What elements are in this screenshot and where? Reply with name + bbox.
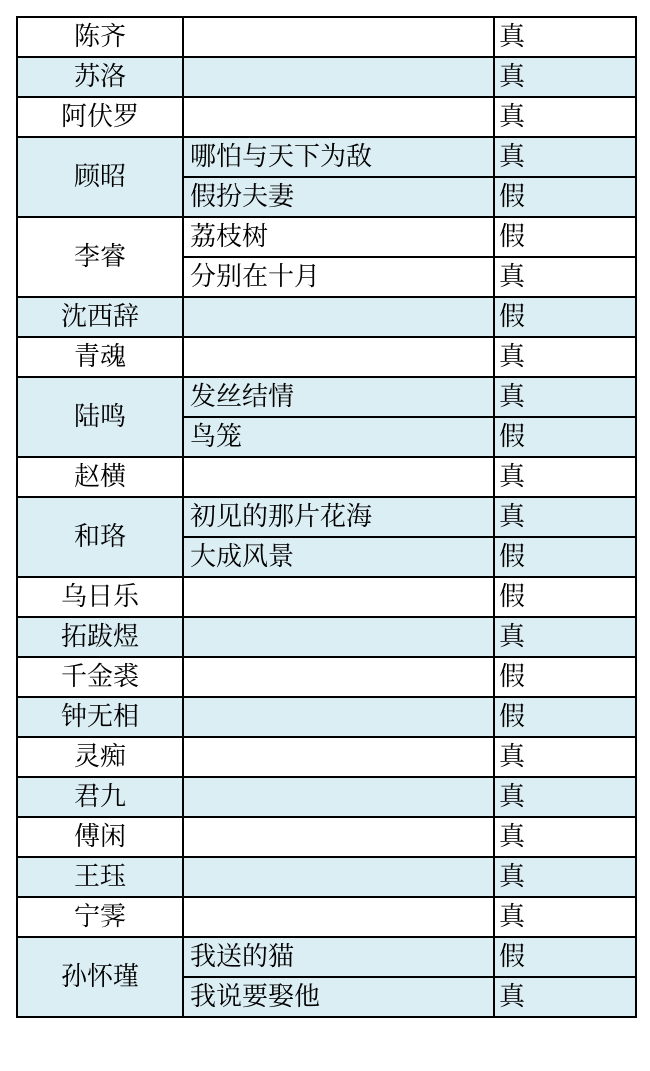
event-cell: 荔枝树 [183, 217, 494, 257]
event-cell [183, 697, 494, 737]
character-name: 李睿 [17, 217, 183, 297]
event-cell [183, 17, 494, 57]
answer-table-container [16, 16, 637, 1018]
table-row [17, 817, 636, 857]
truth-value: 假 [494, 937, 636, 977]
truth-value: 假 [494, 217, 636, 257]
truth-value: 真 [494, 897, 636, 937]
character-name: 沈西辞 [17, 297, 183, 337]
event-cell [183, 617, 494, 657]
table-row [17, 17, 636, 57]
character-name: 赵横 [17, 457, 183, 497]
event-cell [183, 337, 494, 377]
truth-value: 假 [494, 657, 636, 697]
event-cell [183, 97, 494, 137]
truth-value: 真 [494, 817, 636, 857]
event-cell [183, 457, 494, 497]
truth-value: 真 [494, 497, 636, 537]
character-name: 灵痴 [17, 737, 183, 777]
character-name: 君九 [17, 777, 183, 817]
truth-value: 假 [494, 697, 636, 737]
character-name: 青魂 [17, 337, 183, 377]
event-cell: 大成风景 [183, 537, 494, 577]
character-name: 苏洛 [17, 57, 183, 97]
event-cell [183, 897, 494, 937]
table-row [17, 857, 636, 897]
truth-value: 真 [494, 457, 636, 497]
event-cell [183, 297, 494, 337]
truth-value: 真 [494, 777, 636, 817]
event-cell: 初见的那片花海 [183, 497, 494, 537]
truth-value: 真 [494, 977, 636, 1017]
character-name: 顾昭 [17, 137, 183, 217]
truth-value: 真 [494, 17, 636, 57]
event-cell [183, 737, 494, 777]
character-name: 拓跋煜 [17, 617, 183, 657]
event-cell: 发丝结情 [183, 377, 494, 417]
truth-value: 真 [494, 137, 636, 177]
table-row [17, 217, 636, 257]
character-name: 孙怀瑾 [17, 937, 183, 1017]
table-row [17, 457, 636, 497]
truth-value: 真 [494, 257, 636, 297]
event-cell [183, 857, 494, 897]
table-row [17, 57, 636, 97]
table-row [17, 657, 636, 697]
event-cell: 哪怕与天下为敌 [183, 137, 494, 177]
truth-value: 假 [494, 537, 636, 577]
truth-value: 真 [494, 377, 636, 417]
table-row [17, 697, 636, 737]
truth-value: 假 [494, 177, 636, 217]
table-row [17, 337, 636, 377]
event-cell: 分别在十月 [183, 257, 494, 297]
event-cell [183, 577, 494, 617]
character-name: 千金裘 [17, 657, 183, 697]
event-cell: 我送的猫 [183, 937, 494, 977]
event-cell [183, 817, 494, 857]
event-cell: 假扮夫妻 [183, 177, 494, 217]
character-name: 陆鸣 [17, 377, 183, 457]
event-cell: 我说要娶他 [183, 977, 494, 1017]
answer-table [16, 16, 637, 1018]
event-cell [183, 57, 494, 97]
table-row [17, 777, 636, 817]
truth-value: 真 [494, 617, 636, 657]
truth-value: 真 [494, 97, 636, 137]
table-row [17, 617, 636, 657]
table-row [17, 897, 636, 937]
table-row [17, 497, 636, 537]
table-row [17, 377, 636, 417]
character-name: 陈齐 [17, 17, 183, 57]
event-cell [183, 657, 494, 697]
table-row [17, 97, 636, 137]
table-row [17, 577, 636, 617]
character-name: 宁霁 [17, 897, 183, 937]
table-row [17, 297, 636, 337]
truth-value: 真 [494, 57, 636, 97]
character-name: 和珞 [17, 497, 183, 577]
character-name: 乌日乐 [17, 577, 183, 617]
truth-value: 真 [494, 337, 636, 377]
truth-value: 假 [494, 297, 636, 337]
character-name: 王珏 [17, 857, 183, 897]
truth-value: 真 [494, 857, 636, 897]
table-row [17, 737, 636, 777]
event-cell: 鸟笼 [183, 417, 494, 457]
character-name: 钟无相 [17, 697, 183, 737]
table-row [17, 937, 636, 977]
truth-value: 假 [494, 417, 636, 457]
truth-value: 假 [494, 577, 636, 617]
table-row [17, 137, 636, 177]
character-name: 傅闲 [17, 817, 183, 857]
event-cell [183, 777, 494, 817]
truth-value: 真 [494, 737, 636, 777]
character-name: 阿伏罗 [17, 97, 183, 137]
